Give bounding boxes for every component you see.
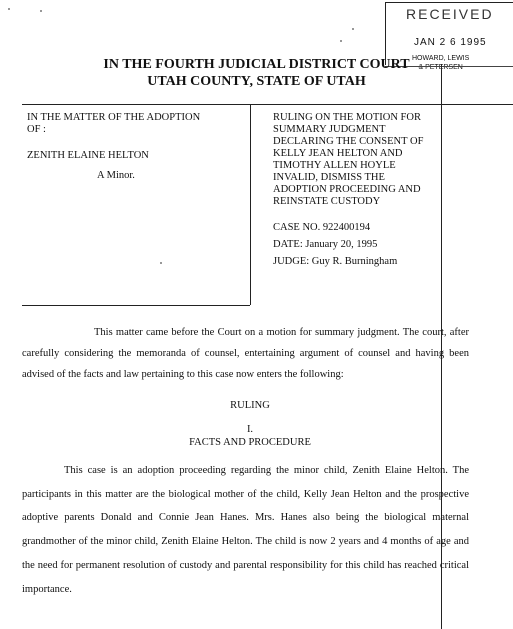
scan-speck (352, 28, 354, 30)
scan-speck (8, 8, 10, 10)
stamp-received-text: RECEIVED (406, 6, 494, 22)
caption-top-rule (22, 104, 513, 105)
scan-speck (40, 10, 42, 12)
ruling-heading: RULING (230, 400, 270, 411)
intro-paragraph: This matter came before the Court on a motion for summary judgment. The court, after carefully considering the memoranda of counsel, entertaining argument of counsel and having been advised of the facts and law pertaining to this case now enters the following: (22, 327, 469, 380)
caption-matter-line2: OF : (27, 124, 46, 135)
ruling-title: RULING ON THE MOTION FOR SUMMARY JUDGMENT DECLARING THE CONSENT OF KELLY JEAN HELTON AND TIMOTHY ALLEN HOYLE INVALID, DISMISS THE ADOPTION PROCEEDING AND REINSTATE CUSTODY (273, 112, 424, 207)
case-number: CASE NO. 922400194 (273, 222, 371, 233)
scan-speck (160, 262, 162, 264)
caption-left (27, 112, 247, 182)
court-heading (0, 56, 513, 90)
ruling-date: DATE: January 20, 1995 (273, 239, 378, 250)
scan-speck (340, 40, 342, 42)
caption-divider (250, 104, 251, 305)
section-number: I. (246, 424, 254, 435)
stamp-firm-line2: & PETERSEN (418, 64, 463, 71)
caption-child-name: ZENITH ELAINE HELTON (27, 150, 149, 161)
court-heading-line2: UTAH COUNTY, STATE OF UTAH (147, 74, 366, 89)
caption-minor-label: A Minor. (97, 170, 135, 181)
stamp-firm-line1: HOWARD, LEWIS (412, 55, 470, 62)
caption-bottom-rule (22, 305, 250, 306)
caption-right (273, 112, 513, 268)
judge-name: JUDGE: Guy R. Burningham (273, 256, 398, 267)
caption-matter-line1: IN THE MATTER OF THE ADOPTION (27, 112, 201, 123)
stamp-date: JAN 2 6 1995 (414, 37, 487, 48)
section-title: FACTS AND PROCEDURE (189, 437, 311, 448)
facts-paragraph: This case is an adoption proceeding regarding the minor child, Zenith Elaine Helton. The participants in this matter are the biological mother of the child, Kelly Jean Helton and the prospective adoptive parents Donald and Connie Jean Hanes. Mrs. Hanes also being the biological maternal grandmother of the minor child, Zenith Elaine Helton. The child is now 2 years and 4 months of age and the need for permanent resolution of custody and parental responsibility for this child has reached critical importance. (22, 465, 469, 595)
court-heading-line1: IN THE FOURTH JUDICIAL DISTRICT COURT (103, 57, 410, 72)
